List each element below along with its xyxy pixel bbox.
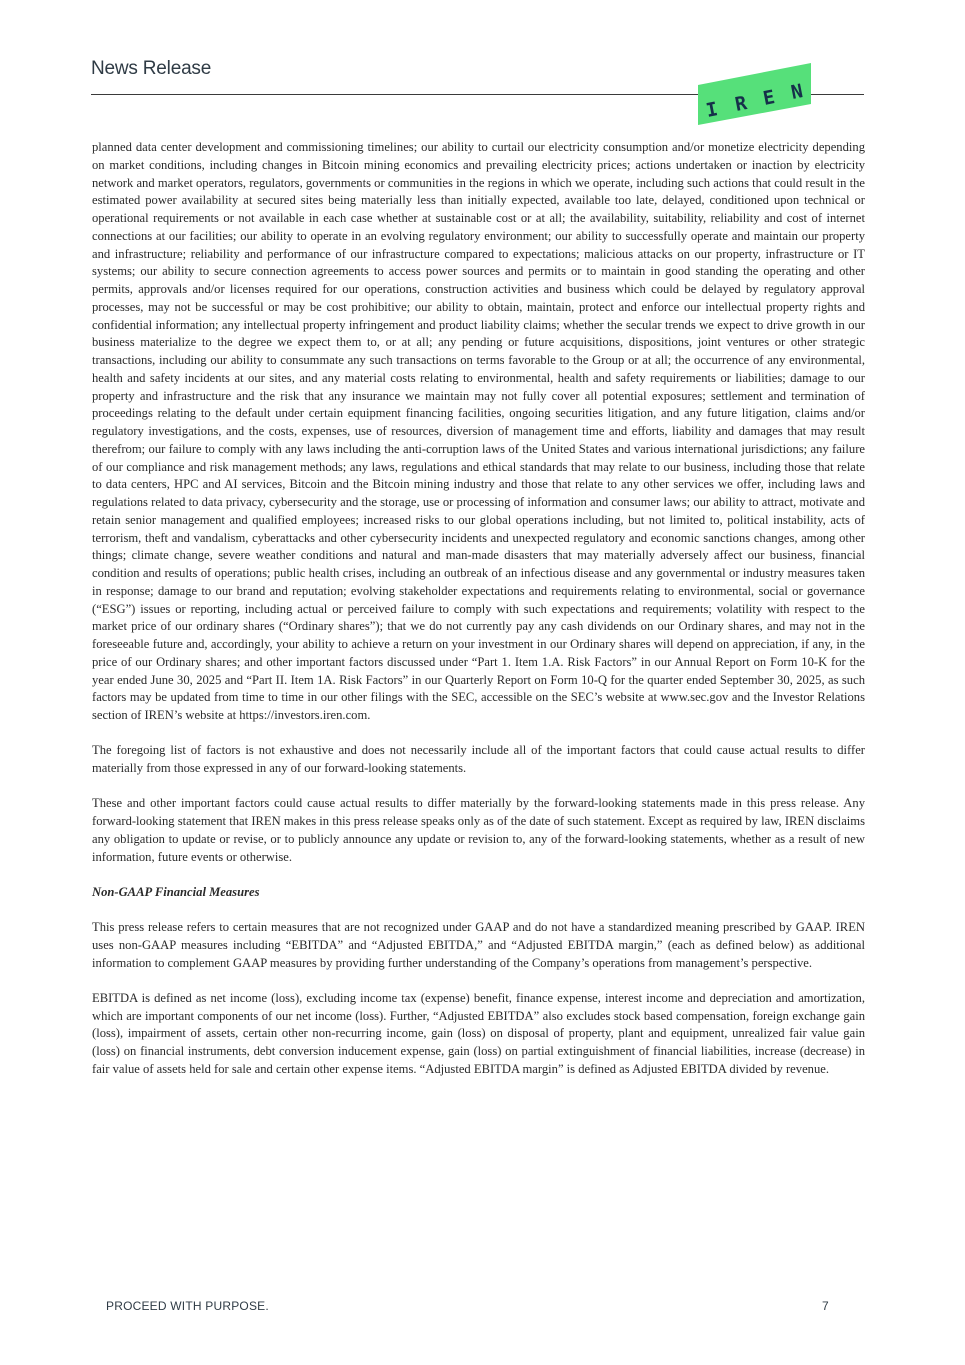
non-gaap-heading: Non-GAAP Financial Measures [92, 884, 260, 899]
release-body [92, 139, 865, 1096]
footer-tagline: PROCEED WITH PURPOSE. [106, 1299, 269, 1313]
ebitda-definition-paragraph: EBITDA is defined as net income (loss), excluding income tax (expense) benefit, finance expense, interest income and depreciation and amortization, which are important components of our net income (loss). Further, “Adjusted EBITDA” also excludes stock based compensation, foreign exchange gain (loss), impairment of assets, certain other non-recurring income, gain (loss) on disposal of property, plant and equipment, unrealized fair value gain (loss) on financial instruments, debt conversion inducement expense, gain (loss) on partial extinguishment of financial liabilities, increase (decrease) in fair value of assets held for sale and certain other expense items. “Adjusted EBITDA margin” is defined as Adjusted EBITDA divided by revenue. [92, 990, 865, 1076]
forward-looking-disclaimer-paragraph: These and other important factors could cause actual results to differ materially by the forward-looking statements made in this press release. Any forward-looking statement that IREN makes in this press release speaks only as of the date of such statement. Except as required by law, IREN disclaims any obligation to update or revise, or to publicly announce any update or revision to, any of the forward-looking statements, whether as a result of new information, future events or otherwise. [92, 796, 865, 864]
factors-not-exhaustive-paragraph: The foregoing list of factors is not exhaustive and does not necessarily include all of the important factors that could cause actual results to differ materially from those expressed in any of our forward-looking statements. [92, 743, 865, 775]
logo-letter-n: N [789, 80, 805, 104]
logo-letter-e: E [761, 86, 777, 110]
risk-factors-paragraph: planned data center development and commissioning timelines; our ability to curtail our electricity consumption and/or monetize electricity depending on market conditions, including changes in Bitcoin mining economics and prevailing electricity prices; actions undertaken or inaction by electricity network and market operators, regulators, governments or communities in the regions in which we operate, including such actions that could result in the estimated power availability at secured sites being materially less than initially expected, available too late, delayed, conditioned upon technical or operational requirements or not available in each case whether at sustainable cost or at all; the availability, suitability, reliability and cost of internet connections at our facilities; our ability to operate in an evolving regulatory environment; our ability to successfully operate and maintain our property and infrastructure; reliability and performance of our infrastructure compared to expectations; malicious attacks on our property, infrastructure or IT systems; our ability to secure connection agreements to access power sources and permits or to maintain in good standing the operating and other permits, approvals and/or licenses required for our operations, construction activities and business which could be delayed by regulatory approval processes, may not be successful or may be cost prohibitive; our ability to obtain, maintain, protect and enforce our intellectual property rights and confidential information; any intellectual property infringement and product liability claims; whether the secular trends we expect to drive growth in our business materialize to the degree we expect them to, or at all; any pending or future acquisitions, dispositions, joint ventures or other strategic transactions, including our ability to consummate any such transactions on terms favorable to the Group or at all; the occurrence of any environmental, health and safety incidents at our sites, and any material costs relating to environmental, health and safety requirements or liabilities; damage to our property and infrastructure and the risk that any insurance we maintain may not fully cover all potential exposures; settlement and termination of proceedings relating to the default under certain equipment financing facilities, ongoing securities litigation, and any future litigation, claims and/or regulatory investigations, and the costs, expenses, use of resources, diversion of management time and efforts, liability and damages that may result therefrom; our failure to comply with any laws including the anti-corruption laws of the United States and various international jurisdictions; any failure of our compliance and risk management methods; any laws, regulations and ethical standards that may relate to our business, including those that relate to data centers, HPC and AI services, Bitcoin and the Bitcoin mining industry and those that relate to any other services we offer, including laws and regulations related to data privacy, cybersecurity and the storage, use or processing of information and consumer laws; our ability to attract, motivate and retain senior management and qualified employees; increased risks to our global operations including, but not limited to, political instability, acts of terrorism, theft and vandalism, cyberattacks and other cybersecurity incidents and unexpected regulatory and economic sanctions changes, among other things; climate change, severe weather conditions and natural and man-made disasters that may materially adversely affect our business, financial condition and results of operations; public health crises, including an outbreak of an infectious disease and any governmental or industry measures taken in response; damage to our brand and reputation; evolving stakeholder expectations and requirements relating to environmental, social or governance (“ESG”) issues or reporting, including actual or perceived failure to comply with such expectations and requirements; volatility with respect to the market price of our ordinary shares (“Ordinary shares”); that we do not currently pay any cash dividends on our Ordinary shares, and may not in the foreseeable future and, accordingly, your ability to achieve a return on your investment in our Ordinary shares will depend on appreciation, if any, in the price of our Ordinary shares; and other important factors discussed under “Part 1. Item 1.A. Risk Factors” in our Annual Report on Form 10-K for the year ended June 30, 2025 and “Part II. Item 1A. Risk Factors” in our Quarterly Report on Form 10-Q for the quarter ended September 30, 2025, as such factors may be updated from time to time in our other filings with the SEC, accessible on the SEC’s website at www.sec.gov and the Investor Relations section of IREN’s website at https://investors.iren.com. [92, 140, 865, 722]
page-title: News Release [91, 58, 212, 79]
non-gaap-intro-paragraph: This press release refers to certain measures that are not recognized under GAAP and do not have a standardized meaning prescribed by GAAP. IREN uses non-GAAP measures including “EBITDA” and “Adjusted EBITDA,” and “Adjusted EBITDA margin,” (each as defined below) as additional information to complement GAAP measures by providing further understanding of the Company’s operations from management’s perspective. [92, 920, 865, 970]
iren-logo [696, 63, 813, 125]
page-number: 7 [822, 1299, 829, 1313]
logo-letter-i: I [704, 98, 720, 122]
logo-letter-r: R [733, 92, 749, 116]
